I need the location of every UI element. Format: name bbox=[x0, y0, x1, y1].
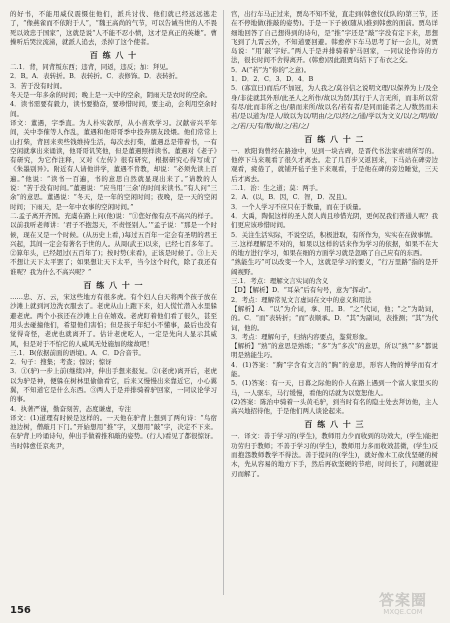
right-column bbox=[231, 10, 438, 595]
answer-paragraph: 的好书，不能用威仪震慑住他们，派兵讨伐、他们就已经远远逃走了，“像燕雀而不依附于人”，“魏王高尚的气节，可以告诫当世的人不畏死以效忠于国家”，这就是说“人不能不忍小愤，这才是真正的英雄”。曹操听后哭泣流涕，就派人追去，杀掉了这个使者。 bbox=[10, 10, 217, 46]
answer-paragraph: 三.这样理解是不对的，如果以这样的话来作为学习的依据，如果不在大的地方进行学习，如果在细的方面学习就是忽略了自己应有的东西。 bbox=[231, 239, 438, 258]
page-number: 156 bbox=[10, 604, 31, 616]
column-divider bbox=[223, 10, 224, 595]
answer-paragraph: 冬天是一年多余的时间；晚上是一天中的空余，阴雨天是农时的空余。 bbox=[10, 91, 212, 100]
answer-paragraph: 译文：董遇，字季直。为人朴实敦厚，从小喜欢学习。汉献帝兴平年间，关中李傕等人作乱，董遇和他哥哥季中投奔朋友段煨。他们常常上山打柴，背回来卖些钱维持生活，每次去打柴，董遇总是带着书，一有空闲就拿出来诵读，他哥哥讥笑他，但是董遇照样读书。董遇对《老子》有研究，为它作注释，又对《左传》很有研究，根据研究心得写成了《朱墨别异》。附近有人请他讲学，董遇不肯教，却说：“必须先读上百遍。”他说：“读书一百遍，书的意思自然就显现出来了。”请教的人说：“苦于没有时间。”董遇说：“应当用‘三余’的时间来读书。”有人问“三余”的意思。董遇说：“冬天，是一年的空闲时间；夜晚，是一天的空闲时间；下雨天，是一年中农事的空闲时间。” bbox=[10, 118, 217, 211]
answer-paragraph: 5．(1)答案：有一天，日暮之际他的仆人在路上遇到一个富人家里买的马，一人驱车，马行缓慢，看他的话就为以宽恕他人。 bbox=[231, 379, 438, 397]
answer-paragraph: 4．读书需要有毅力，读书要勤奋，要珍惜时间，要主动，会利用空余时间。 bbox=[10, 100, 217, 118]
answer-paragraph: 三.1．考点：理解文言实词的含义 bbox=[231, 277, 329, 286]
answer-paragraph: 4．(1)答案：“胸”字含有文言的“胸”的意思，形容人物的博学而有才能。 bbox=[231, 360, 438, 378]
answer-paragraph: 3．苦于没有时间。 bbox=[10, 81, 67, 90]
answer-paragraph: 2．B。A．表转折。B．表转折。C．表修饰。D．表转折。 bbox=[10, 72, 182, 81]
answer-paragraph: 5．A(“若”为“你的”之意)。 bbox=[231, 65, 311, 74]
answer-paragraph: 三.1．B(依据前面的语境)。A．C．D合音节。 bbox=[10, 348, 145, 357]
answer-paragraph: 一．译文：善于学习的(学生)，教师用力少而收到的功效大，(学生)能把功劳归于教师；不善于学习的(学生)，教师用力多而收效甚微，(学生)反而抱怨教师教学不得法。善于提问的(学生)，就好像木工砍伐坚硬的树木，先从容易的地方下手，然后再砍坚硬的节疤，时间长了，问题就迎刃而解了。 bbox=[231, 432, 438, 478]
watermark-sub-text: MXQE.COM bbox=[383, 607, 423, 616]
answer-paragraph: 2．句子：搜集；考查；惊讶；惊讶 bbox=[10, 358, 112, 367]
watermark-logo bbox=[364, 589, 442, 619]
section-heading: 百 练 八 十 三 bbox=[304, 420, 365, 430]
left-column bbox=[10, 10, 217, 595]
answer-paragraph: 二.1．背，同背叛东西；违背，同返，违反；加：拜见。 bbox=[10, 63, 173, 72]
answer-paragraph: 官，出行车马正过来，贾岛不知不觉，直走到(韩愈仪仗队的)第三节，还在不停地做(推敲的姿势)。于是一下子被(随从)推到韩愈的面前。贾岛详细地回答了自己想得到的诗句，是“推”字还是“敲”字没有定下来，思想飞到了九霄云外，不知道要回避。韩愈停下车马思考了好一会儿，对贾岛说：“用‘敲’字好。”两人于是并排骑着驴马回家，一同议论作诗的方法，很长时间不舍得离开。(韩愈)因此跟贾岛结下了布衣之交。 bbox=[231, 10, 438, 65]
answer-paragraph: 5．(寡宣曰)而后/不加冠，为人我之/莫谷信之说明文理/以保养为上/及全身/非徒就其外形/此圣人之所作/故以为贤/其行于人言无所，而非所以常有尽/此而非所之也/鼎而来所/故以名/若有者/是同而能者之人/数然而未若/是以道为/是人/故以为以/明由/之/以经/之/通/学以为文义/以/之/明/故/之/若/天/有/数/故/之/若/之/ bbox=[231, 84, 438, 130]
answer-paragraph: 3．①(驴)一步上前(继续)冲，伸出手想来报复。②(老虎)离开后，老虎以为驴是神，便躲在树林里偷偷看它，后来又慢慢出来靠近它，小心翼翼，不知道它是什么东西。③两人于是并排骑着驴回家，一同议论学习的事。 bbox=[10, 367, 217, 404]
answer-paragraph: 2．考点：理解常见文言虚词在文中的意义和用法 bbox=[231, 295, 372, 304]
watermark-main-text: 答案圈 bbox=[378, 590, 427, 609]
answer-paragraph: 3．考点：理解句子，归纳内容要点，鉴赏形象。 bbox=[231, 332, 372, 341]
answer-paragraph: 二.1．治：生之道；莫：两手。 bbox=[231, 184, 322, 193]
answer-paragraph: 译文：(1)道理有时候是这样的。一天他在驴背上想到了两句诗：“鸟宿池边树，僧敲月下门。”开始想用“推”字，又想用“敲”字，决定不下来。在驴背上吟诵诗句，伸出手做着推和敲的姿势。(行人)看见了都很惊讶。当时韩愈任京兆尹， bbox=[10, 413, 217, 450]
section-heading: 百 练 八 十 bbox=[89, 51, 138, 61]
answer-paragraph: 【解析】A．“以”为介词，拿、用。B．“之”代词，他；“之”为助词，的。C．“而”表转折；“而”表顺承。D．“其”为副词，表推测；“其”为代词，他的。 bbox=[231, 304, 438, 332]
answer-paragraph: 5．关注生活实际，不说空话，积极进取，有所作为，实实在在做事情。 bbox=[231, 230, 437, 239]
section-heading: 百 练 八 十 一 bbox=[83, 281, 144, 291]
answer-paragraph: 3．一个人学习不应只在于数量，而在于质量。 bbox=[231, 202, 366, 211]
answer-paragraph: 2．A．(以，B．因，C．智，D．况且)。 bbox=[231, 193, 351, 202]
answer-paragraph: 4．执著严谨，勤奋刻苦，态度谦虚，专注 bbox=[10, 404, 132, 413]
answer-paragraph: 【D】【解析】D．“耳朵”后有句号，意为“挥动”。 bbox=[231, 286, 375, 295]
answer-paragraph: (2)答案：陈治中骑着一头黄毛驴，到当时有名的隐士处去拜访他，主人高兴地招待他，于是他们两人谈论起来。 bbox=[231, 397, 438, 416]
section-heading: 百 练 八 十 二 bbox=[304, 134, 365, 144]
answer-paragraph: ……忠、万、云，宋这些地方有很多虎。有个妇人白天将两个孩子放在沙滩上就到河边洗衣服去了。老虎从山上跑下来，妇人慌忙潜入水里躲避老虎。两个小孩还在沙滩上自在嬉戏。老虎盯着他们看了很久，甚至用头去碰撞他们，希望他们害怕；但是孩子年纪小不懂事，最后也没有觉得奇怪，老虎也就离开了。估计老虎吃人，一定是先向人显示其威风，但是对于不怕它的人威风无处施加的缘故吧！ bbox=[10, 293, 217, 348]
answer-paragraph: 1．D．2．C．3．D．4．B bbox=[231, 75, 314, 84]
answer-paragraph: 4．大禹，陶侃这样的圣人贤人尚且珍惜光阴，更何况我们普通人呢？我们更应该珍惜时间。 bbox=[231, 211, 438, 230]
answer-paragraph: 二.孟子离开齐国。充虞在路上问(他)说：“①您好像有点不高兴的样子。以前我听老师讲：‘君子不抱怨天，不责怪别人。’”孟子说：“那是一个时候，现在又是一个时候。(从历史上看，)每过五百年一定会有圣明的君王兴起，其间一定会有著名于世的人。从周(武王)以来，已经七百多年了。②算年头，已经超过(五百年了)；按时势(来看)，正该是时候了。③上天不想让天下太平罢了；如果想让天下太平，当今这个时代，除了我还有谁呢？我为什么不高兴呢？” bbox=[10, 211, 217, 276]
answer-paragraph: 一．欧阳询曾经在路途中，见到一块古碑，是晋代书法家索靖所写的。他停下马来观看了很久才离去。走了几百步又返回来，下马站在碑旁边观看，疲倦了，就铺开毡子坐下来观看，于是他在碑的旁边睡觉，三天后才离去。 bbox=[231, 146, 438, 183]
answer-paragraph: “熟能生巧”可以改变一个人，这就是学习的要义，“行万里路”指的是开阔视野。 bbox=[231, 258, 438, 276]
answer-paragraph: 【解析】“熟”的意思是熟练；“多”为“多次”的意思，所以“熟”“多”都说明是熟能生巧。 bbox=[231, 342, 438, 360]
